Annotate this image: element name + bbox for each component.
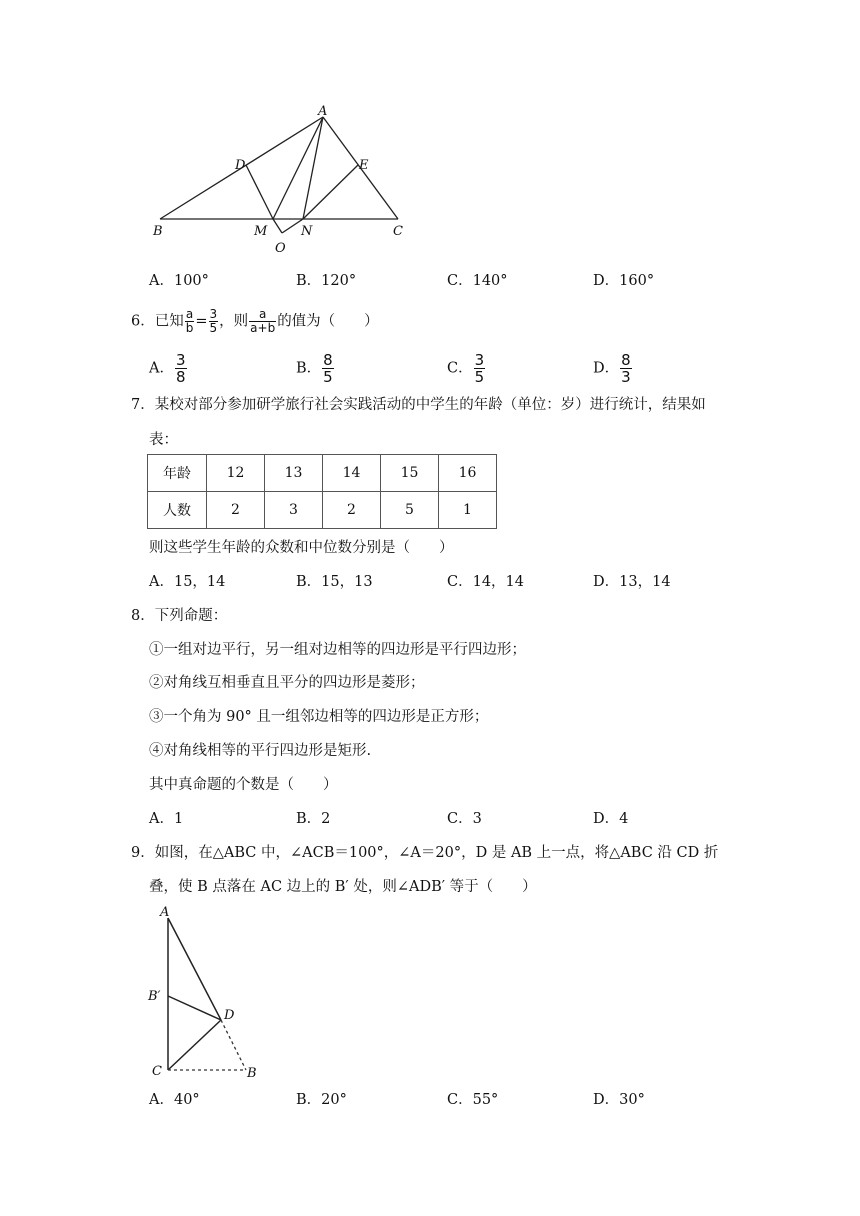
q5-label-c: C — [393, 224, 403, 239]
q8-option-d: D．4 — [593, 811, 629, 827]
q7-count-cell: 5 — [381, 492, 439, 529]
q5-option-a: A．100° — [149, 273, 209, 289]
q9-label-c: C — [152, 1064, 162, 1079]
q9-label-b: B — [247, 1066, 257, 1081]
q5-label-n: N — [301, 224, 313, 239]
q8-question: 其中真命题的个数是（ ） — [149, 777, 338, 793]
q9-fold-triangle-figure — [140, 900, 280, 1085]
q5-triangle-figure — [145, 105, 415, 265]
table-row — [148, 455, 497, 492]
q6-frac-a-over-b: $\frac{a}{b}$ — [185, 307, 194, 335]
q7-option-b: B．15，13 — [296, 574, 373, 590]
q7-count-cell: 3 — [265, 492, 323, 529]
table-row — [148, 492, 497, 529]
q8-prop-1: ①一组对边平行，另一组对边相等的四边形是平行四边形； — [149, 642, 526, 658]
q5-label-e: E — [359, 158, 369, 173]
q8-stem: 8．下列命题： — [131, 608, 228, 624]
q7-age-cell: 14 — [323, 455, 381, 492]
q7-option-d: D．13，14 — [593, 574, 671, 590]
q6-option-b: B． $\frac{8}{5}$ — [296, 351, 333, 386]
q9-stem-line2: 叠，使 B 点落在 AC 边上的 B′ 处，则∠ADB′ 等于（ ） — [149, 879, 537, 895]
q7-age-cell: 12 — [207, 455, 265, 492]
q6-option-a: A． $\frac{3}{8}$ — [149, 351, 186, 386]
q7-count-cell: 2 — [207, 492, 265, 529]
q9-label-b-prime: B′ — [148, 989, 161, 1004]
q9-label-a: A — [160, 905, 170, 920]
q5-label-a: A — [318, 105, 328, 119]
q7-number: 7． — [131, 397, 155, 413]
q8-option-b: B．2 — [296, 811, 331, 827]
q7-header-age: 年龄 — [148, 455, 207, 492]
q7-stem-line2: 表： — [149, 432, 178, 448]
q5-label-d: D — [235, 158, 246, 173]
q7-stem-line1: 7．某校对部分参加研学旅行社会实践活动的中学生的年龄（单位：岁）进行统计，结果如 — [131, 397, 706, 413]
q5-label-m: M — [254, 224, 268, 239]
q9-stem-line1: 9．如图，在△ABC 中，∠ACB＝100°，∠A＝20°，D 是 AB 上一点，将△ABC 沿 CD 折 — [131, 845, 719, 861]
q7-header-count: 人数 — [148, 492, 207, 529]
q6-frac-3-over-5: $\frac{3}{5}$ — [209, 307, 218, 335]
q7-count-cell: 2 — [323, 492, 381, 529]
q8-prop-3: ③一个角为 90° 且一组邻边相等的四边形是正方形； — [149, 709, 489, 725]
q5-option-c: C．140° — [447, 273, 508, 289]
q9-label-d: D — [224, 1008, 235, 1023]
q7-question: 则这些学生年龄的众数和中位数分别是（ ） — [149, 540, 454, 556]
q9-option-d: D．30° — [593, 1092, 645, 1108]
q6-option-c: C． $\frac{3}{5}$ — [447, 351, 485, 386]
q7-age-cell: 16 — [439, 455, 497, 492]
q9-option-b: B．20° — [296, 1092, 347, 1108]
q5-option-b: B．120° — [296, 273, 357, 289]
q8-option-c: C．3 — [447, 811, 482, 827]
q6-option-d: D． $\frac{8}{3}$ — [593, 351, 631, 386]
q7-count-cell: 1 — [439, 492, 497, 529]
q5-label-b: B — [153, 224, 163, 239]
q9-number: 9． — [131, 845, 155, 861]
q7-option-a: A．15，14 — [149, 574, 226, 590]
q5-option-d: D．160° — [593, 273, 655, 289]
q6-frac-target: $\frac{a}{a+b}$ — [250, 307, 276, 335]
q6-number: 6． — [131, 313, 155, 330]
q6-stem: 6．已知 $\frac{a}{b}$ = $\frac{3}{5}$ ，则 $\frac{a}{a+b}$ 的值为（ ） — [131, 307, 379, 335]
q9-option-a: A．40° — [149, 1092, 200, 1108]
q5-label-o: O — [275, 241, 286, 256]
q8-prop-4: ④对角线相等的平行四边形是矩形. — [149, 743, 372, 759]
q8-option-a: A．1 — [149, 811, 184, 827]
q7-option-c: C．14，14 — [447, 574, 525, 590]
q8-prop-2: ②对角线互相垂直且平分的四边形是菱形； — [149, 675, 425, 691]
q7-age-cell: 15 — [381, 455, 439, 492]
q7-age-cell: 13 — [265, 455, 323, 492]
q8-number: 8． — [131, 608, 155, 624]
q9-option-c: C．55° — [447, 1092, 499, 1108]
q7-age-table — [147, 454, 497, 529]
